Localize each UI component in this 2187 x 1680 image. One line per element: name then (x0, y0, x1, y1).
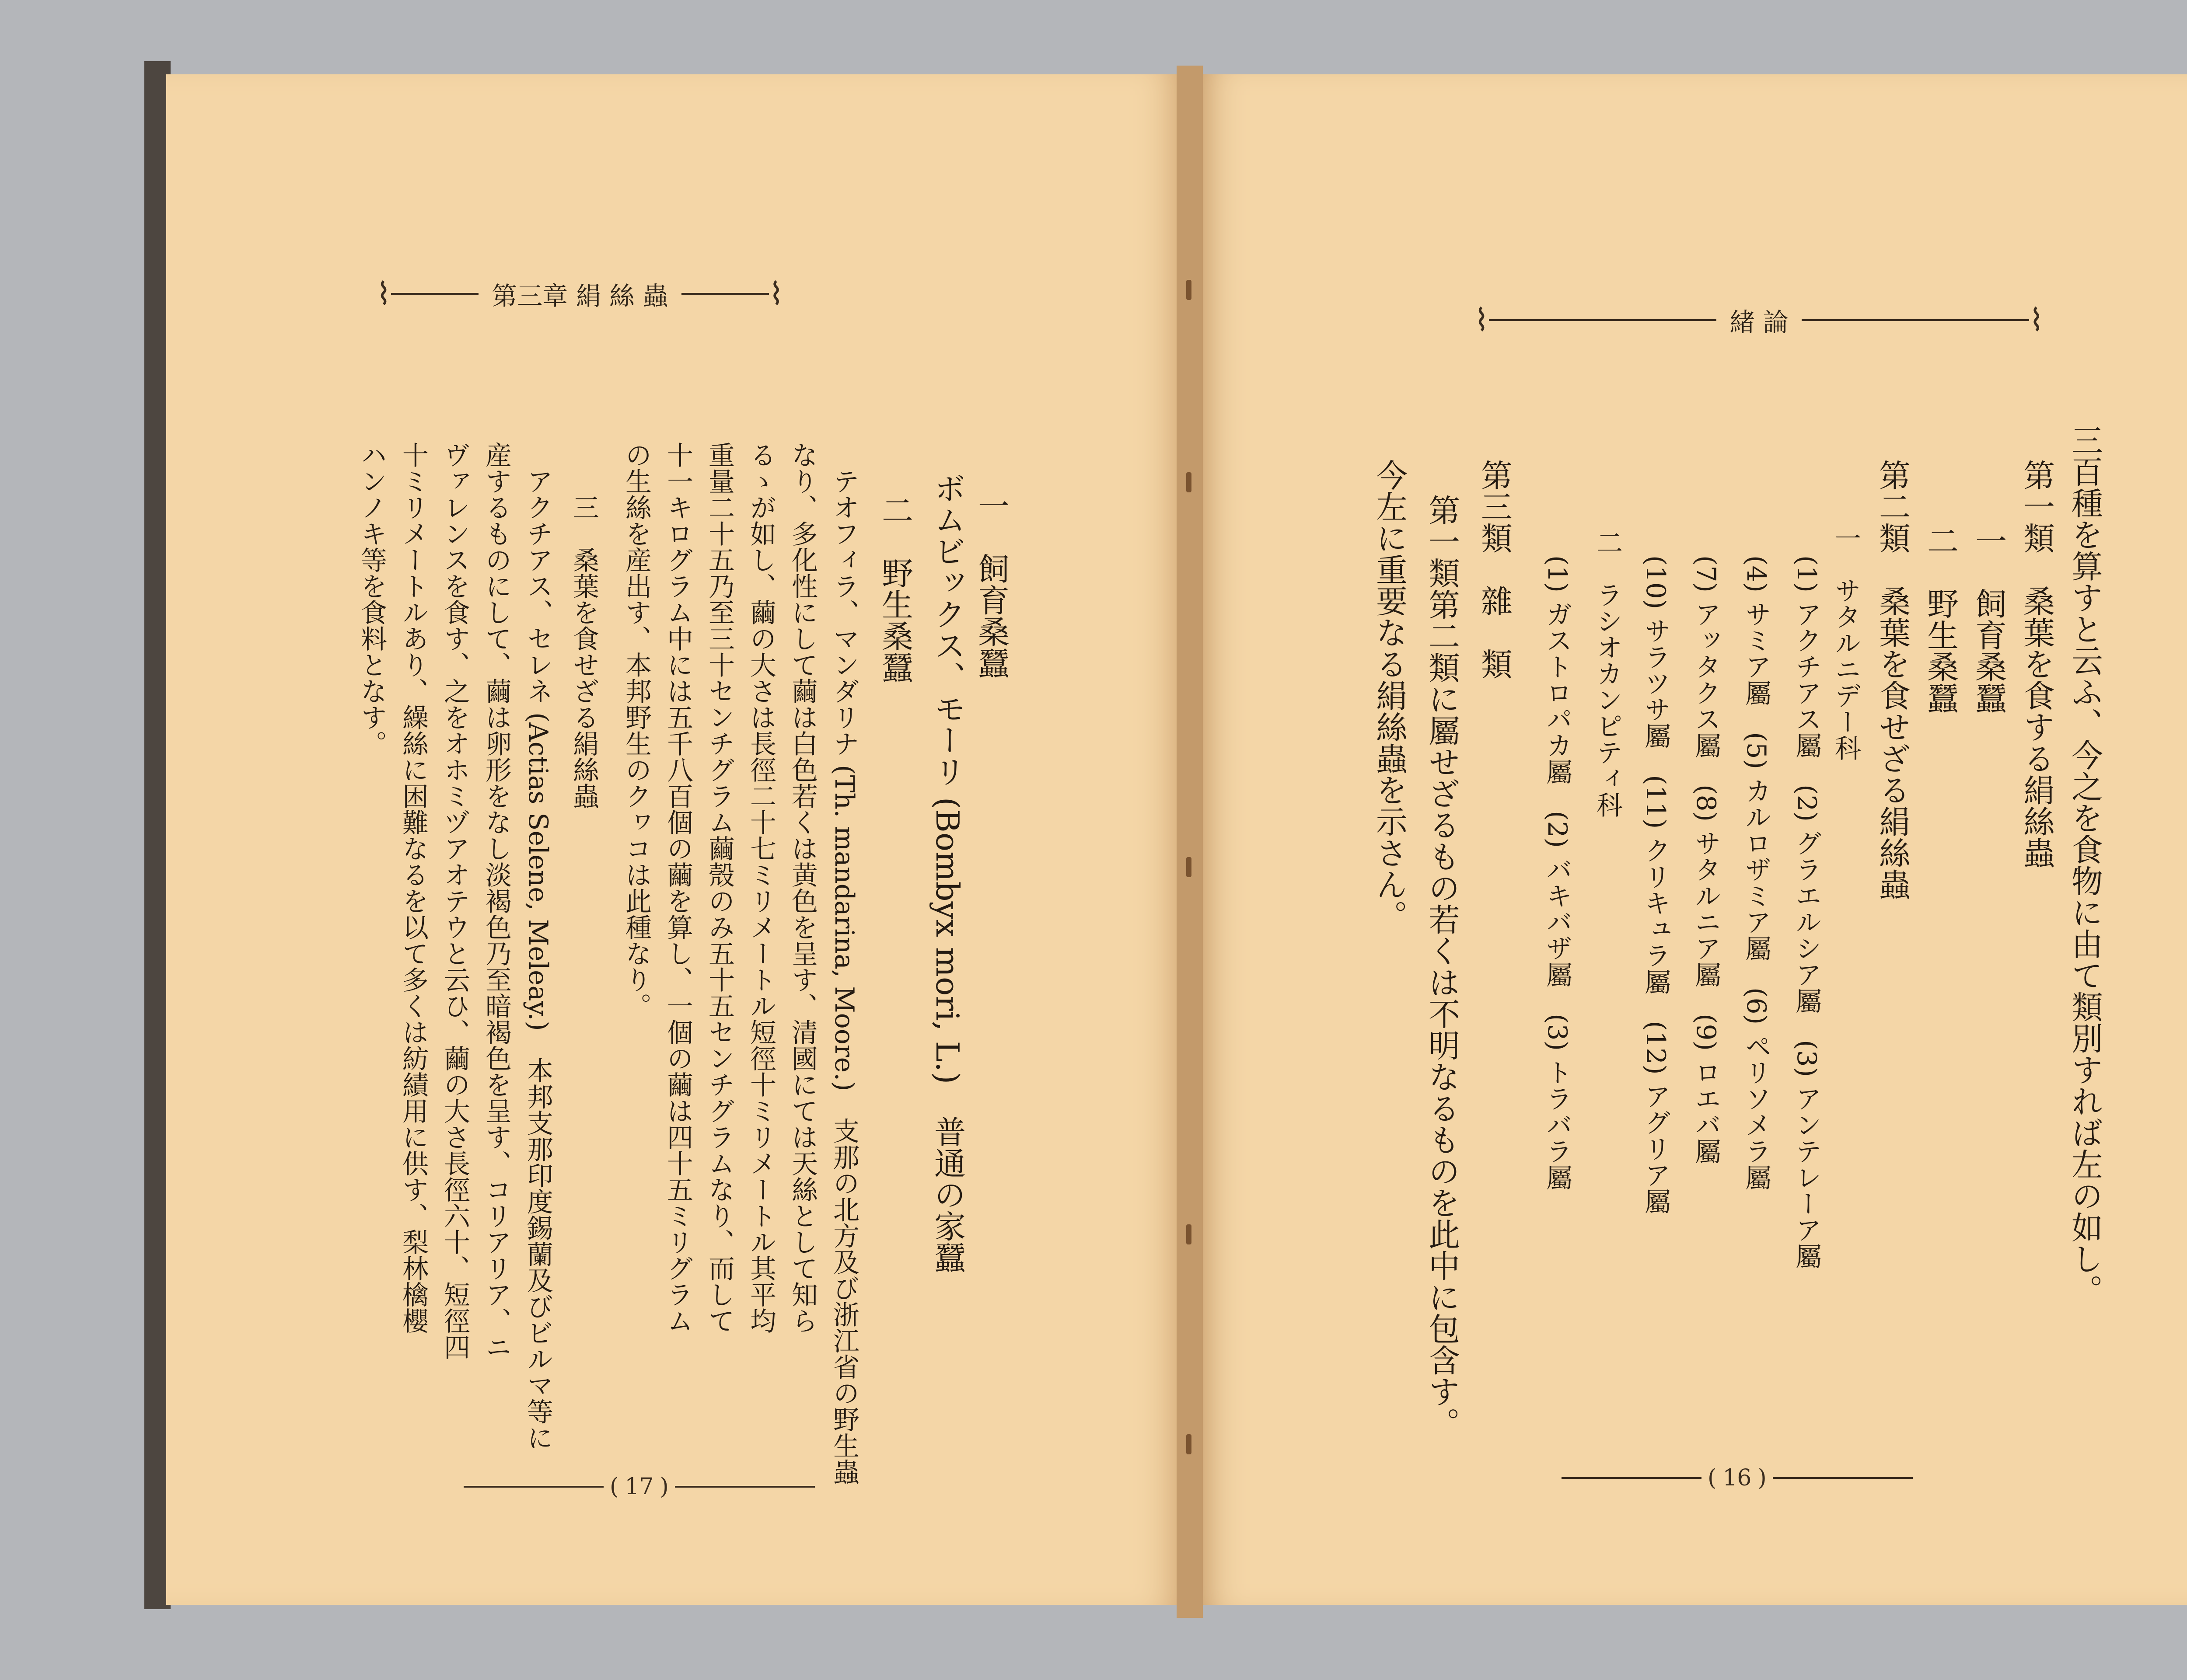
binding-stitch (1186, 472, 1191, 492)
left-line-5: なり、多化性にして繭は白色若くは黄色を呈す、清國にては天絲として知ら (787, 442, 818, 1334)
left-page (166, 74, 1190, 1605)
left-header-text: 第三章 絹 絲 蟲 (492, 281, 668, 311)
left-line-7: 重量二十五乃至三十センチグラム繭殼のみ五十五センチグラムなり、而して (704, 442, 735, 1334)
right-line-7: (1) アクチアス屬 (2) グラエルシア屬 (3) アンテレーア屬 (1791, 555, 1822, 1269)
left-line-15: ハンノキ等を食料となす。 (356, 442, 387, 756)
right-line-10: (10) サラツサ屬 (11) クリキュラ屬 (12) アグリア屬 (1640, 555, 1671, 1214)
right-header-text: 緒 論 (1729, 307, 1789, 337)
binding-stitch (1186, 280, 1191, 300)
right-line-15: 今左に重要なる絹絲蟲を示さん。 (1371, 459, 1408, 931)
left-line-14: 十ミリメートルあり、繰絲に困難なるを以て多くは紡績用に供す、梨林檎櫻 (398, 442, 429, 1334)
header-ornament-icon: ⌇ (769, 276, 784, 312)
right-running-header (1474, 302, 2183, 338)
left-page-number: ( 17 ) (464, 1474, 815, 1500)
header-ornament-icon: ⌇ (376, 276, 391, 312)
left-line-11: アクチアス、セレネ (Actias Selene, Meleay.) 本邦支那印度錫蘭及びビルマ等に (523, 468, 553, 1451)
right-page-number: ( 16 ) (1562, 1465, 1913, 1491)
header-ornament-icon: ⌇ (1474, 302, 1489, 338)
right-line-9: (7) アッタクス屬 (8) サタルニア屬 (9) ロエバ屬 (1691, 555, 1721, 1164)
right-page (1190, 74, 2187, 1605)
right-line-6: 一 サタルニデー科 (1831, 525, 1861, 761)
left-line-13: ヴァレンスを食す、之をオホミヅアオテウと云ひ、繭の大さ長徑六十、短徑四 (440, 442, 470, 1360)
header-ornament-icon: ⌇ (2029, 302, 2044, 338)
left-line-4: テオフィラ、マンダリナ (Th. mandarina, Moore.) 支那の北方及び浙江省の野生蟲 (829, 468, 859, 1485)
left-line-12: 産するものにして、繭は卵形をなし淡褐色乃至暗褐色を呈す、コリアリア、ニ (481, 442, 512, 1360)
right-line-2: 第一類 桑葉を食する絹絲蟲 (2018, 459, 2055, 868)
binding-stitch (1186, 1224, 1191, 1244)
left-running-header (376, 275, 1015, 312)
right-line-14: 第一類第二類に屬せざるもの若くは不明なるものを此中に包含す。 (1423, 494, 1460, 1439)
left-line-10: 三 桑葉を食せざる絹絲蟲 (569, 494, 599, 809)
left-line-3: 二 野生桑蠶 (877, 494, 913, 683)
binding-stitch (1186, 1434, 1191, 1454)
left-line-9: の生絲を産出す、本邦野生のクヮコは此種なり。 (621, 442, 652, 1019)
right-line-13: 第三類 雜 類 (1476, 459, 1513, 680)
right-line-4: 二 野生桑蠶 (1922, 525, 1959, 714)
binding-stitch (1186, 857, 1191, 877)
left-line-1: 一 飼育桑蠶 (973, 490, 1010, 679)
left-line-8: 十一キログラム中には五千八百個の繭を算し、一個の繭は四十五ミリグラム (663, 442, 693, 1334)
left-page-number-text: 17 (625, 1474, 654, 1500)
right-line-3: 一 飼育桑蠶 (1970, 525, 2007, 714)
left-line-6: るゝが如し、繭の大さは長徑二十七ミリメートル短徑十ミリメートル其平均 (746, 442, 776, 1334)
right-line-1: 三百種を算すと云ふ、今之を食物に由て類別すれば左の如し。 (2066, 424, 2103, 1306)
right-line-8: (4) サミア屬 (5) カルロザミア屬 (6) ペリソメラ屬 (1741, 555, 1771, 1191)
right-page-number-text: 16 (1722, 1465, 1752, 1491)
right-line-12: (1) ガストロパカ屬 (2) バキバザ屬 (3) トラバラ屬 (1542, 555, 1572, 1191)
left-line-2: ボムビックス、モーリ (Bombyx mori, L.) 普通の家蠶 (929, 472, 966, 1273)
right-line-11: 二 ラシオカンピティ科 (1592, 529, 1623, 818)
right-line-5: 第二類 桑葉を食せざる絹絲蟲 (1874, 459, 1911, 900)
